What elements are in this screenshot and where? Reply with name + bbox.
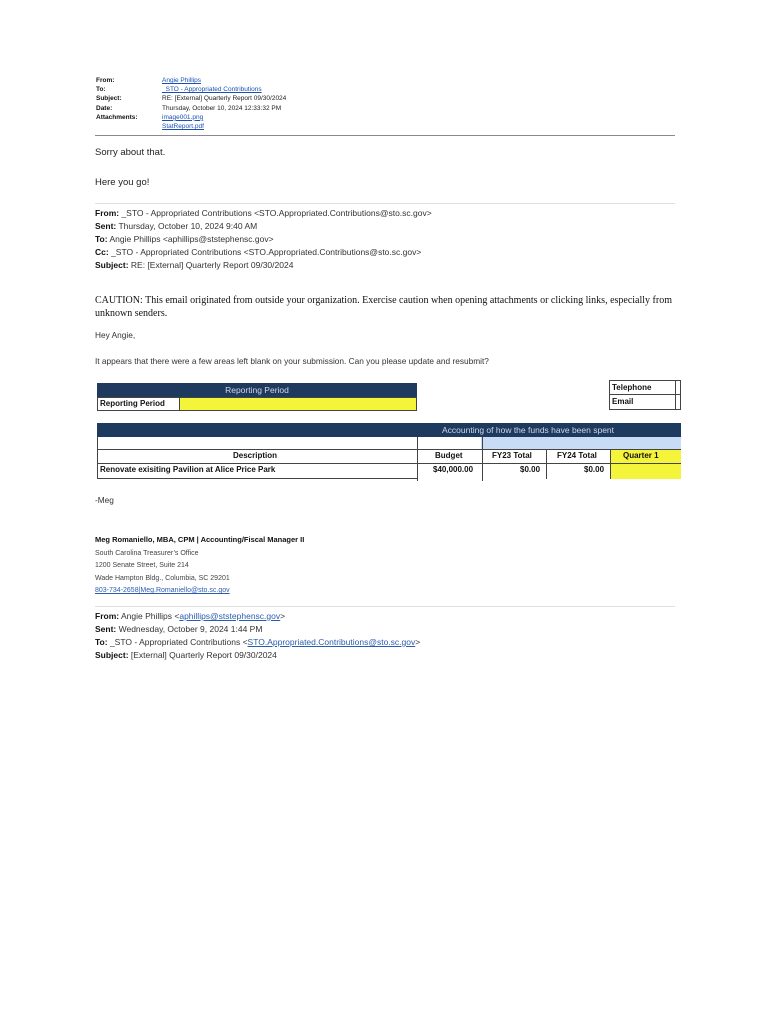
q2-from-email-link[interactable]: aphillips@ststephensc.gov xyxy=(179,611,281,621)
q1-sent-value: Thursday, October 10, 2024 9:40 AM xyxy=(116,221,258,231)
quote-divider-1 xyxy=(95,203,675,204)
q1-subject-value: RE: [External] Quarterly Report 09/30/2024 xyxy=(128,260,294,270)
row-fy24: $0.00 xyxy=(584,465,605,474)
col-budget: Budget xyxy=(435,451,463,460)
signature-contact-link[interactable]: 803-734-2658|Meg.Romaniello@sto.sc.gov xyxy=(95,587,230,594)
to-label: To: xyxy=(96,86,106,94)
from-label: From: xyxy=(96,77,115,84)
q2-to-name: _STO - Appropriated Contributions < xyxy=(107,637,248,647)
quote-divider-2 xyxy=(95,606,675,607)
reporting-period-row xyxy=(97,397,417,411)
accounting-table xyxy=(97,449,681,481)
q2-to-label: To: xyxy=(95,637,108,647)
q1-to-label: To: xyxy=(95,234,108,244)
reporting-period-blank-cell xyxy=(180,398,416,410)
email-header xyxy=(96,76,286,131)
signature-title: | Accounting/Fiscal Manager II xyxy=(194,535,305,544)
signature-address-1: 1200 Senate Street, Suite 214 xyxy=(95,562,189,569)
q1-sent-label: Sent: xyxy=(95,221,117,231)
accounting-spacer xyxy=(97,437,481,449)
col-description: Description xyxy=(233,451,278,460)
q1-cc-label: Cc: xyxy=(95,247,109,257)
telephone-label: Telephone xyxy=(612,381,676,394)
subject-value: RE: [External] Quarterly Report 09/30/2024 xyxy=(162,95,287,103)
q2-to-email-link[interactable]: STO.Appropriated.Contributions@sto.sc.gov xyxy=(247,637,416,647)
signature-address-2: Wade Hampton Bldg., Columbia, SC 29201 xyxy=(95,574,230,582)
date-value: Thursday, October 10, 2024 12:33:32 PM xyxy=(162,104,282,112)
q2-from-end: > xyxy=(280,611,286,621)
message-text: It appears that there were a few areas left blank on your submission. Can you please update and resubmit? xyxy=(95,356,489,366)
reporting-period-header: Reporting Period xyxy=(97,383,417,397)
from-link[interactable]: Angie Phillips xyxy=(162,77,202,84)
row-description: Renovate exisiting Pavilion at Alice Price Park xyxy=(100,465,276,474)
q2-from-name: Angie Phillips < xyxy=(119,611,180,621)
signature-block xyxy=(95,534,304,598)
row-budget: $40,000.00 xyxy=(433,465,474,474)
accounting-header-text: Accounting of how the funds have been spent xyxy=(442,425,615,435)
q1-to-value: Angie Phillips <aphillips@ststephensc.gov> xyxy=(107,234,274,244)
date-label: Date: xyxy=(96,104,113,112)
greeting: Hey Angie, xyxy=(95,330,136,340)
q1-from-value: _STO - Appropriated Contributions <STO.Appropriated.Contributions@sto.sc.gov> xyxy=(119,208,432,218)
q2-sent-label: Sent: xyxy=(95,624,117,634)
reply-line-1: Sorry about that. xyxy=(95,147,166,158)
q2-sent-value: Wednesday, October 9, 2024 1:44 PM xyxy=(116,624,263,634)
q2-from-label: From: xyxy=(95,611,120,621)
header-divider xyxy=(95,135,675,136)
col-fy24: FY24 Total xyxy=(557,451,597,460)
q2-to-end: > xyxy=(415,637,421,647)
row-fy23: $0.00 xyxy=(520,465,541,474)
signature-name: Meg Romaniello, MBA, CPM xyxy=(95,535,195,544)
q2-subject-value: [External] Quarterly Report 09/30/2024 xyxy=(128,650,277,660)
email-label: Email xyxy=(612,395,676,409)
subject-label: Subject: xyxy=(96,95,122,103)
quoted-header-2 xyxy=(95,610,420,662)
col-quarter-1: Quarter 1 xyxy=(623,451,659,460)
reply-line-2: Here you go! xyxy=(95,177,150,188)
accounting-header xyxy=(97,423,681,437)
signature-org: South Carolina Treasurer’s Office xyxy=(95,549,199,557)
q2-subject-label: Subject: xyxy=(95,650,129,660)
contact-box xyxy=(609,380,681,410)
to-link[interactable]: _STO - Appropriated Contributions xyxy=(162,86,262,94)
attachments-label: Attachments: xyxy=(96,113,138,121)
quoted-header-1 xyxy=(95,207,432,272)
reporting-period-label: Reporting Period xyxy=(98,398,180,410)
col-fy23: FY23 Total xyxy=(492,451,532,460)
sign-off: -Meg xyxy=(95,495,114,505)
accounting-subheader xyxy=(481,437,681,449)
q1-from-label: From: xyxy=(95,208,120,218)
q1-subject-label: Subject: xyxy=(95,260,129,270)
q1-cc-value: _STO - Appropriated Contributions <STO.Appropriated.Contributions@sto.sc.gov> xyxy=(108,247,422,257)
caution-banner: CAUTION: This email originated from outside your organization. Exercise caution when opening attachments or clicking links, especially from unknown senders. xyxy=(95,295,672,319)
attachment-link-1[interactable]: image001.png xyxy=(162,113,204,121)
attachment-link-2[interactable]: StatReport.pdf xyxy=(162,123,204,131)
